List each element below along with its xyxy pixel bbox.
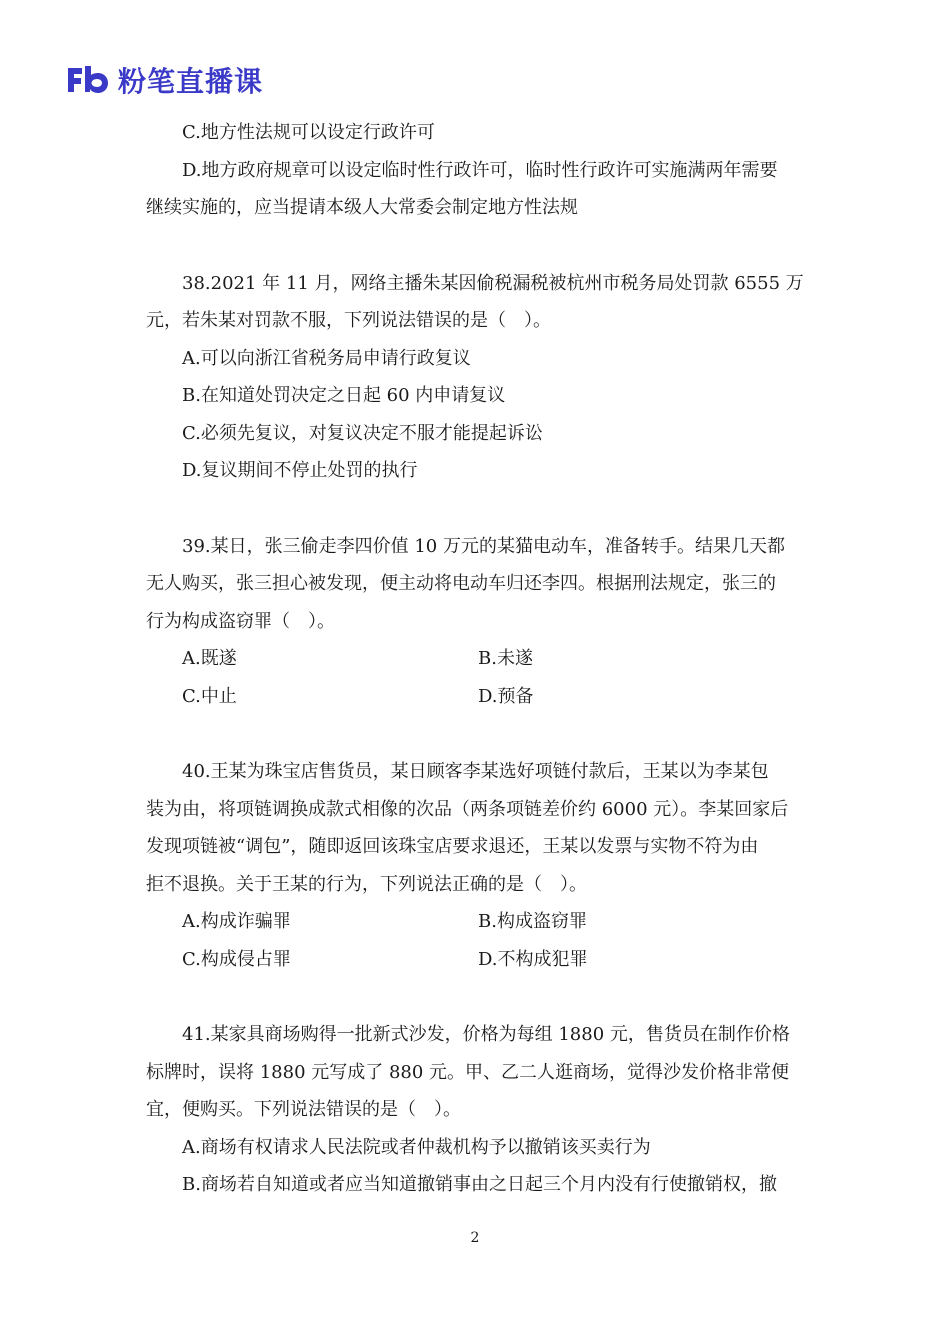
q40-option-a: A.构成诈骗罪 [182,911,291,932]
fb-logo-icon [66,64,110,96]
q38-option-c: C.必须先复议，对复议决定不服才能提起诉讼 [182,422,543,444]
logo-text: 粉笔直播课 [118,65,264,98]
header [66,62,263,98]
q40-stem-line1: 40.王某为珠宝店售货员，某日顾客李某选好项链付款后，王某以为李某包 [182,761,769,782]
q39-stem-line2: 无人购买，张三担心被发现，便主动将电动车归还李四。根据刑法规定，张三的 [146,573,776,594]
q40-option-b: B.构成盗窃罪 [478,911,587,932]
q38-option-b: B.在知道处罚决定之日起 60 内申请复议 [182,385,506,406]
q39-option-a: A.既遂 [182,648,237,669]
q41-stem-line3: 宜，便购买。下列说法错误的是（ ）。 [146,1099,461,1120]
q38-option-a: A.可以向浙江省税务局申请行政复议 [182,347,471,369]
q39-stem-line1: 39.某日，张三偷走李四价值 10 万元的某猫电动车，准备转手。结果几天都 [182,535,785,557]
q38-stem-line1: 38.2021 年 11 月，网络主播朱某因偷税漏税被杭州市税务局处罚款 6555 万 [182,272,804,294]
q39-options-row2 [146,678,811,716]
q40-stem-line4: 拒不退换。关于王某的行为，下列说法正确的是（ ）。 [146,873,587,895]
q40-options-row1 [146,903,811,941]
document-body [146,114,811,1204]
page-number: 2 [470,1230,480,1246]
q37-option-d-line2: 继续实施的，应当提请本级人大常委会制定地方性法规 [146,197,578,218]
q40-options-row2 [146,941,811,979]
q41-stem-line2: 标牌时，误将 1880 元写成了 880 元。甲、乙二人逛商场，觉得沙发价格非常便 [146,1061,790,1083]
q40-option-c: C.构成侵占罪 [182,948,291,970]
q38-stem-line2: 元，若朱某对罚款不服，下列说法错误的是（ ）。 [146,310,551,331]
q40-stem-line2: 装为由，将项链调换成款式相像的次品（两条项链差价约 6000 元）。李某回家后 [146,798,789,820]
q40-stem-line3: 发现项链被“调包”，随即返回该珠宝店要求退还，王某以发票与实物不符为由 [146,836,759,857]
q37-option-c: C.地方性法规可以设定行政许可 [182,122,435,143]
q37-option-d-line1: D.地方政府规章可以设定临时性行政许可，临时性行政许可实施满两年需要 [182,159,778,181]
q39-option-c: C.中止 [182,685,237,707]
q39-option-d: D.预备 [478,685,534,707]
q41-option-b: B.商场若自知道或者应当知道撤销事由之日起三个月内没有行使撤销权，撤 [182,1174,777,1195]
q39-options-row1 [146,640,811,678]
q40-option-d: D.不构成犯罪 [478,948,588,970]
q41-stem-line1: 41.某家具商场购得一批新式沙发，价格为每组 1880 元，售货员在制作价格 [182,1024,790,1045]
q39-option-b: B.未遂 [478,648,533,669]
q39-stem-line3: 行为构成盗窃罪（ ）。 [146,610,335,632]
q38-option-d: D.复议期间不停止处罚的执行 [182,460,418,481]
q41-option-a: A.商场有权请求人民法院或者仲裁机构予以撤销该买卖行为 [182,1136,651,1158]
